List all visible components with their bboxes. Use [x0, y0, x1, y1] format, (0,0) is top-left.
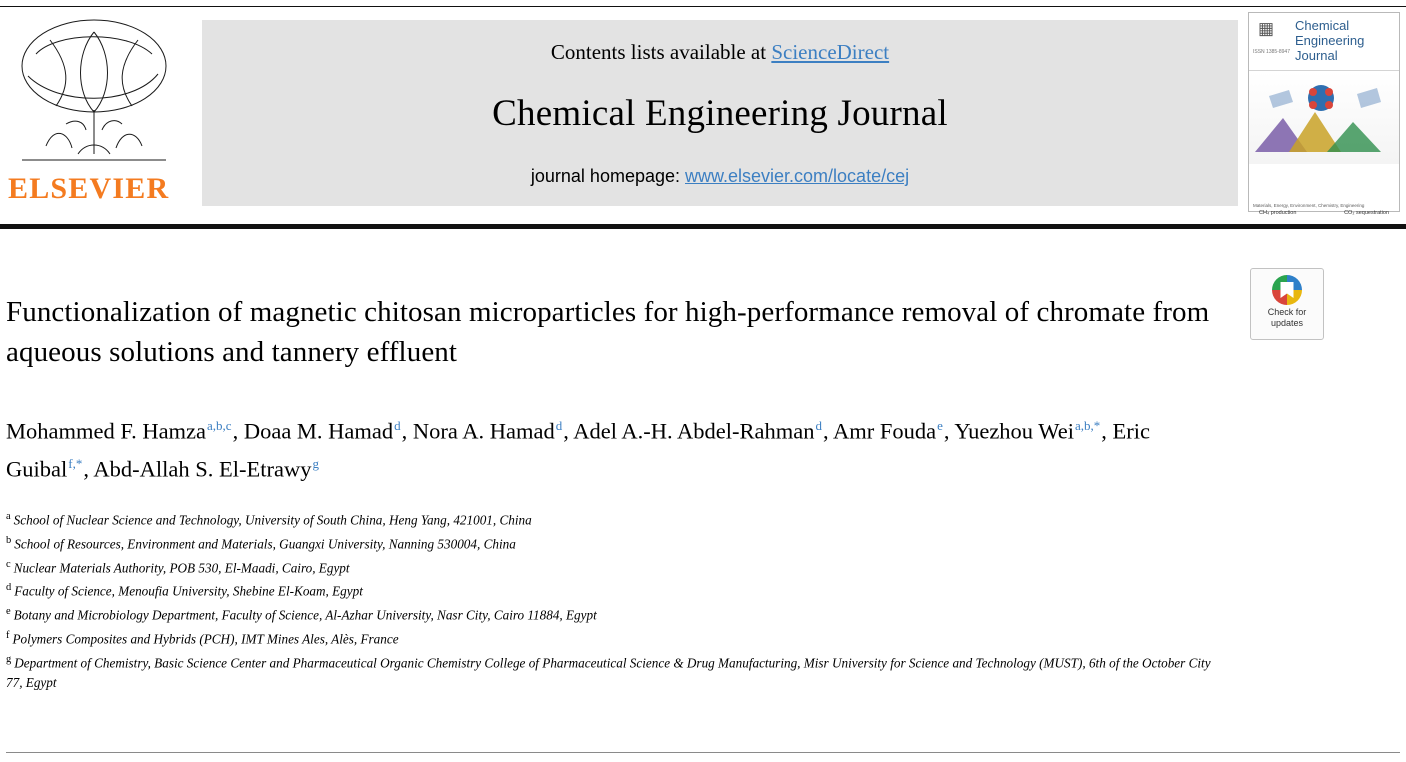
affiliation-item	[6, 578, 1216, 601]
author-affiliation-marker: a,b,*	[1074, 418, 1101, 433]
author-affiliation-marker: f,*	[68, 455, 83, 471]
affiliation-item	[6, 626, 1216, 649]
elsevier-wordmark: ELSEVIER	[8, 172, 170, 205]
author-name: Abd-Allah S. El-Etrawy	[93, 456, 312, 481]
author-separator: ,	[232, 418, 244, 444]
author-affiliation-marker: d	[555, 418, 563, 433]
journal-cover-thumbnail	[1248, 12, 1400, 216]
cover-issn: ISSN 1385-8947	[1253, 49, 1290, 55]
crossmark-icon	[1272, 275, 1302, 305]
affiliation-text: Department of Chemistry, Basic Science Center and Pharmaceutical Organic Chemistry College of Pharmaceutical Science & Drug Manufacturing, Misr University for Science and Technology (MUST), 6th of the October City 77, Egypt	[6, 655, 1211, 690]
affiliation-list	[6, 507, 1216, 692]
affiliation-text: Polymers Composites and Hybrids (PCH), IMT Mines Ales, Alès, France	[12, 631, 399, 647]
article-header	[6, 292, 1216, 693]
affiliation-item	[6, 507, 1216, 530]
author-separator: ,	[1101, 418, 1113, 444]
affiliation-item	[6, 650, 1216, 692]
author-name: Eric Guibal	[6, 418, 1150, 481]
cover-artwork-graphic	[1249, 72, 1401, 164]
page-title: Functionalization of magnetic chitosan microparticles for high-performance removal of chromate from aqueous solutions and tannery effluent	[6, 296, 1210, 368]
author-separator: ,	[401, 418, 413, 444]
affiliation-text: Nuclear Materials Authority, POB 530, El-Maadi, Cairo, Egypt	[13, 559, 350, 575]
affiliation-item	[6, 555, 1216, 578]
crossmark-line2: updates	[1270, 318, 1304, 328]
elsevier-logo	[6, 14, 196, 210]
crossmark-line1: Check for	[1267, 307, 1307, 317]
cover-publisher-icon: ▦	[1257, 19, 1275, 38]
author-name: Amr Fouda	[833, 418, 937, 444]
journal-masthead	[0, 6, 1406, 214]
author-separator: ,	[83, 456, 94, 481]
cover-caption: Materials, Energy, Environment, Chemistry, Engineering	[1253, 203, 1365, 208]
affiliation-text: School of Nuclear Science and Technology, University of South China, Heng Yang, 421001, China	[13, 512, 532, 528]
sciencedirect-link[interactable]: ScienceDirect	[771, 40, 890, 64]
journal-banner	[202, 20, 1238, 206]
affiliation-item	[6, 602, 1216, 625]
elsevier-tree-icon	[6, 14, 182, 172]
affiliation-marker: e	[6, 606, 11, 618]
affiliation-marker: g	[6, 653, 12, 665]
author-name: Yuezhou Wei	[954, 418, 1074, 444]
affiliation-marker: c	[6, 558, 11, 570]
author-name: Adel A.-H. Abdel-Rahman	[573, 418, 815, 444]
journal-title: Chemical Engineering Journal	[492, 93, 948, 134]
footer-rule	[6, 752, 1400, 753]
affiliation-text: Faculty of Science, Menoufia University, Shebine El-Koam, Egypt	[14, 583, 363, 599]
masthead-bottom-rule	[0, 224, 1406, 229]
author-name: Doaa M. Hamad	[243, 418, 394, 444]
affiliation-text: Botany and Microbiology Department, Faculty of Science, Al-Azhar University, Nasr City, Cairo 11884, Egypt	[13, 607, 597, 623]
author-name: Mohammed F. Hamza	[6, 418, 207, 444]
journal-homepage-link[interactable]: www.elsevier.com/locate/cej	[685, 166, 910, 186]
affiliation-marker: d	[6, 582, 12, 594]
homepage-prefix: journal homepage:	[530, 166, 685, 186]
author-affiliation-marker: d	[394, 418, 401, 433]
cover-label-left: CH₄ production	[1259, 210, 1297, 216]
contents-line	[202, 40, 1238, 65]
crossmark-check-for-updates-badge[interactable]	[1250, 268, 1324, 340]
affiliation-text: School of Resources, Environment and Materials, Guangxi University, Nanning 530004, China	[14, 536, 516, 552]
author-separator: ,	[943, 418, 955, 444]
contents-prefix: Contents lists available at	[550, 40, 772, 64]
affiliation-marker: f	[6, 629, 10, 641]
author-separator: ,	[563, 418, 574, 444]
cover-header	[1249, 13, 1399, 71]
affiliation-item	[6, 531, 1216, 554]
masthead-top-rule	[0, 6, 1406, 7]
affiliation-marker: a	[6, 511, 11, 522]
author-separator: ,	[822, 418, 833, 444]
affiliation-marker: b	[6, 534, 12, 546]
cover-journal-name: Chemical Engineering Journal	[1295, 18, 1365, 63]
author-list	[6, 410, 1216, 485]
author-name: Nora A. Hamad	[412, 418, 555, 444]
cover-label-right: CO₂ sequestration	[1344, 210, 1389, 216]
journal-homepage-line	[202, 166, 1238, 187]
author-affiliation-marker: e	[937, 418, 943, 433]
author-affiliation-marker: d	[815, 418, 822, 433]
author-affiliation-marker: a,b,c	[207, 418, 232, 433]
author-affiliation-marker: g	[312, 455, 319, 471]
